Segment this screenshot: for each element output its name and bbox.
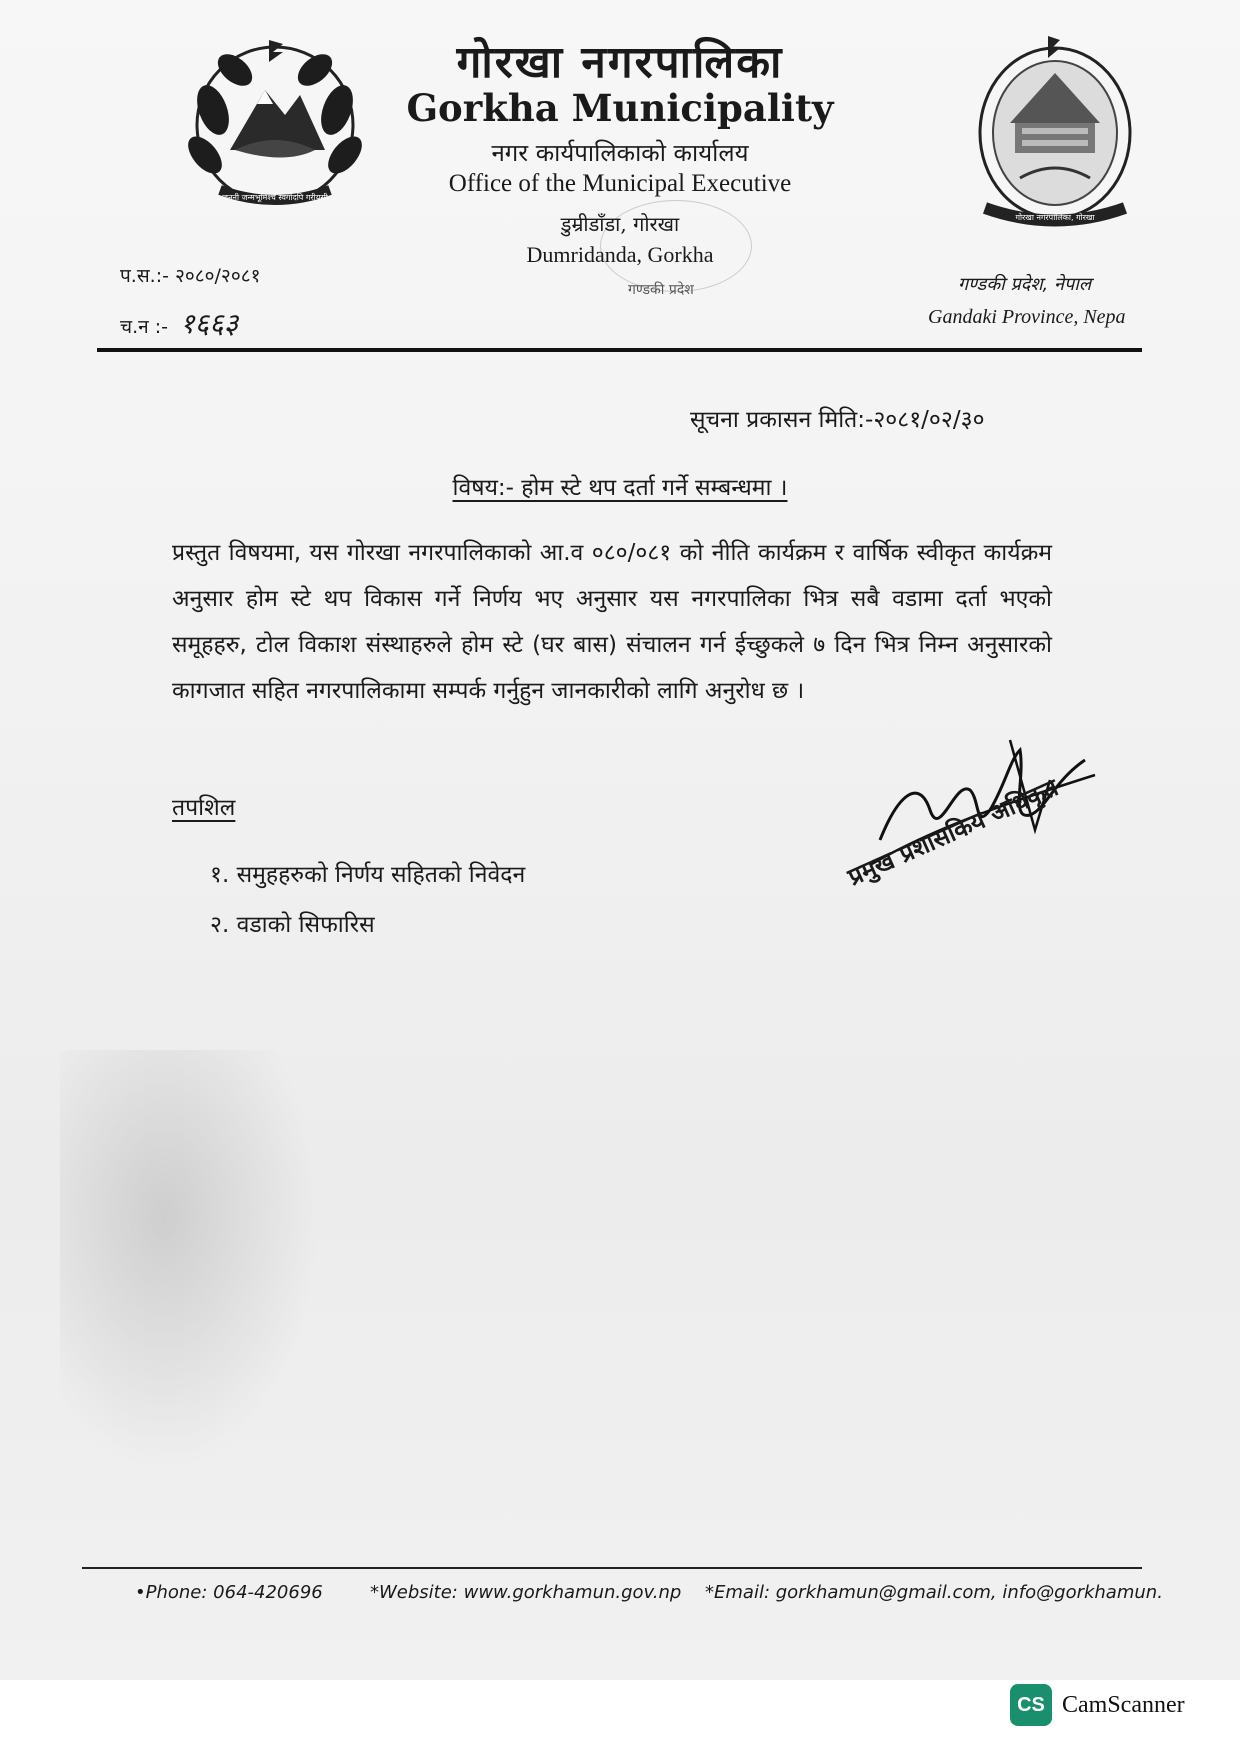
dispatch-number-label: च.न :- <box>120 316 168 338</box>
footer-phone: •Phone: 064-420696 <box>135 1582 323 1603</box>
dispatch-number-value: १६६३ <box>179 307 239 340</box>
notice-date: सूचना प्रकासन मिति:-२०८१/०२/३० <box>690 407 985 433</box>
province-nepali: गण्डकी प्रदेश, नेपाल <box>958 274 1092 295</box>
address-english: Dumridanda, Gorkha <box>526 242 714 267</box>
right-emblem-ribbon-text: गोरखा नगरपालिका, गोरखा <box>1015 213 1095 222</box>
fiscal-year-reference: प.स.:- २०८०/२०८१ <box>120 265 261 287</box>
municipality-name-english: Gorkha Municipality <box>406 86 834 130</box>
signatory-designation: प्रमुख प्रशासकिय अधिकृत <box>843 773 1063 892</box>
office-name-nepali: नगर कार्यपालिकाको कार्यालय <box>491 139 749 167</box>
notice-body: प्रस्तुत विषयमा, यस गोरखा नगरपालिकाको आ.व ०८०/०८१ को नीति कार्यक्रम र वार्षिक स्वीकृत कार्यक्रम अनुसार होम स्टे थप विकास गर्ने निर्णय भए अनुसार यस नगरपालिका भित्र सबै वडामा दर्ता भएको समूहहरु, टोल विकाश संस्थाहरुले होम स्टे (घर बास) संचालन गर्न ईच्छुकले ७ दिन भित्र निम्न अनुसारको कागजात सहित नगरपालिकामा सम्पर्क गर्नुहुन जानकारीको लागि अनुरोध छ । <box>172 540 1052 704</box>
office-stamp <box>600 200 752 292</box>
municipality-name-nepali: गोरखा नगरपालिका <box>456 37 784 88</box>
dispatch-number <box>120 304 238 342</box>
list-item: १. समुहहरुको निर्णय सहितको निवेदन <box>210 862 526 888</box>
list-item: २. वडाको सिफारिस <box>210 912 375 938</box>
province-english: Gandaki Province, Nepa <box>928 306 1126 328</box>
office-name-english: Office of the Municipal Executive <box>448 170 792 197</box>
left-emblem-ribbon-text: जननी जन्मभूमिश्च स्वर्गादपि गरीयसी <box>222 193 328 202</box>
notice-subject: विषय:- होम स्टे थप दर्ता गर्ने सम्बन्धमा । <box>452 475 788 501</box>
footer-email: *Email: gorkhamun@gmail.com, info@gorkhamun. <box>705 1582 1163 1603</box>
camscanner-watermark: CamScanner <box>1062 1692 1185 1718</box>
details-heading: तपशिल <box>172 795 236 821</box>
paper-shadow <box>60 1050 320 1470</box>
footer-website: *Website: www.gorkhamun.gov.np <box>370 1582 682 1603</box>
details-list <box>210 850 525 950</box>
header-divider <box>97 348 1142 352</box>
address-nepali: डुम्रीडाँडा, गोरखा <box>560 212 680 236</box>
footer-divider <box>82 1567 1142 1569</box>
stamp-text: गण्डकी प्रदेश <box>628 282 694 298</box>
camscanner-logo-icon: CS <box>1010 1684 1052 1726</box>
